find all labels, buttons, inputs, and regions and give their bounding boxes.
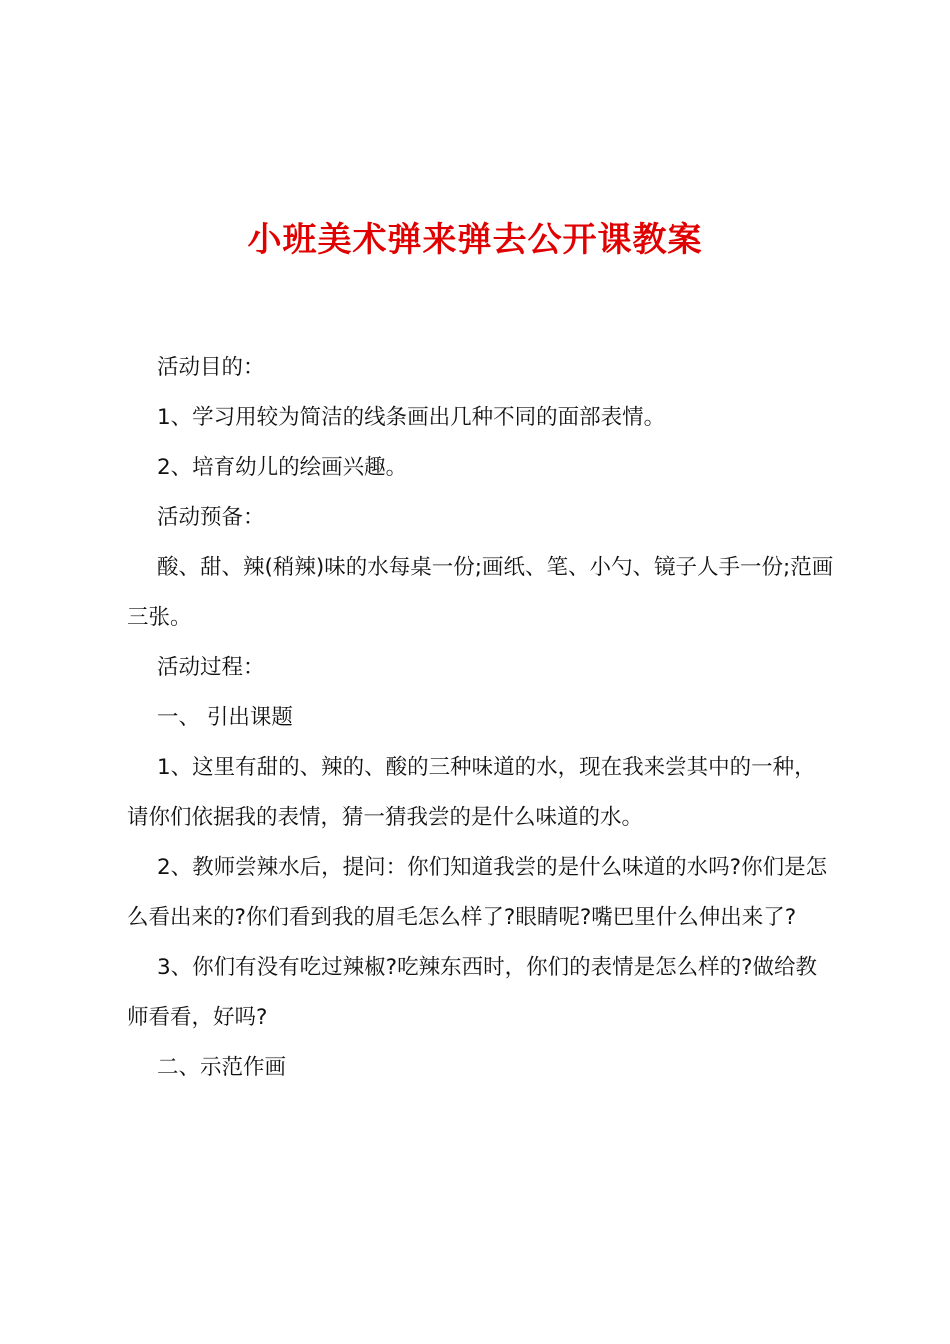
paragraph-goal-1: 1、学习用较为简洁的线条画出几种不同的面部表情。 (157, 405, 666, 430)
paragraph-section-2-heading: 二、示范作画 (157, 1055, 287, 1080)
paragraph-prep-materials: 酸、甜、辣(稍辣)味的水每桌一份;画纸、笔、小勺、镜子人手一份;范画三张。 (127, 555, 834, 630)
paragraph-prep-heading: 活动预备： (157, 505, 265, 530)
document-title: 小班美术弹来弹去公开课教案 (247, 220, 703, 260)
paragraph-step-3: 3、你们有没有吃过辣椒?吃辣东西时，你们的表情是怎么样的?做给教师看看，好吗? (127, 955, 818, 1030)
paragraph-step-1: 1、这里有甜的、辣的、酸的三种味道的水，现在我来尝其中的一种，请你们依据我的表情，猜一猜我尝的是什么味道的水。 (127, 755, 816, 830)
paragraph-goal-2: 2、培育幼儿的绘画兴趣。 (157, 455, 408, 480)
document-body (127, 343, 837, 1093)
paragraph-process-heading: 活动过程： (157, 655, 265, 680)
paragraph-section-1-heading: 一、 引出课题 (157, 705, 293, 730)
paragraph-goal-heading: 活动目的： (157, 355, 265, 380)
paragraph-step-2: 2、教师尝辣水后，提问：你们知道我尝的是什么味道的水吗?你们是怎么看出来的?你们看到我的眉毛怎么样了?眼睛呢?嘴巴里什么伸出来了? (127, 855, 828, 930)
